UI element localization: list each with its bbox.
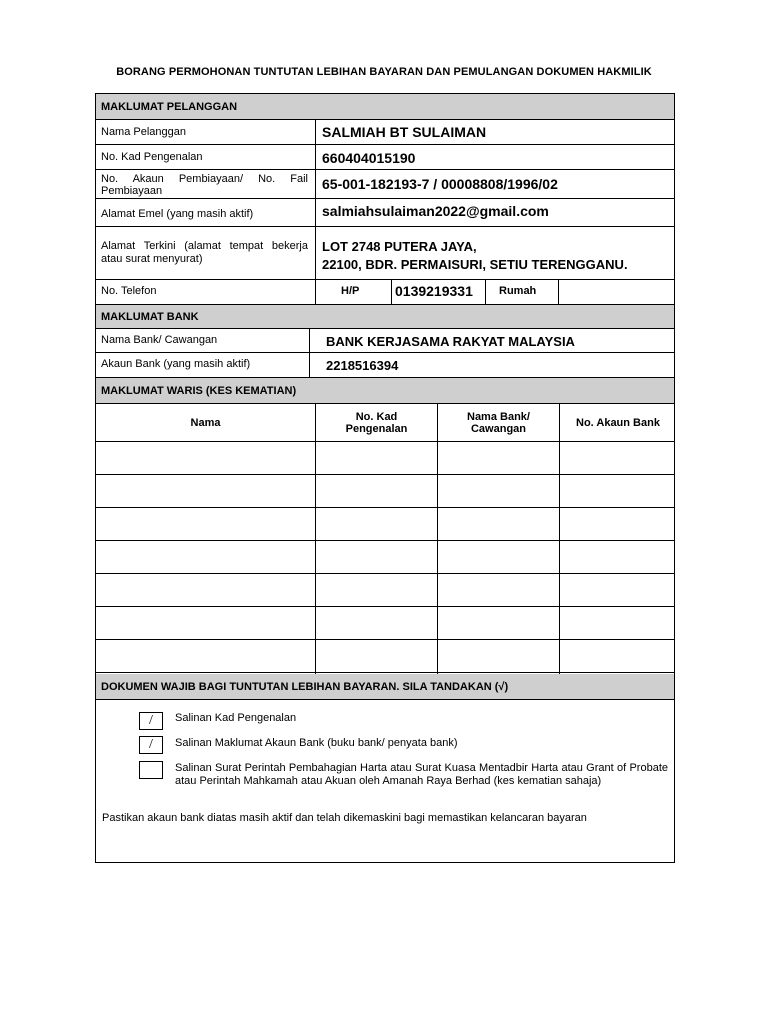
email-label: Alamat Emel (yang masih aktif) <box>101 208 254 220</box>
doc-checkbox-estate[interactable] <box>139 761 163 779</box>
bank-account-note: Pastikan akaun bank diatas masih aktif dan telah dikemaskini bagi memastikan kelancaran bayaran <box>102 812 587 824</box>
home-label: Rumah <box>499 285 537 297</box>
doc-checkbox-bank[interactable]: / <box>139 736 163 754</box>
heir-bank-cell[interactable] <box>438 607 559 639</box>
heir-account-cell[interactable] <box>560 442 676 474</box>
heir-account-cell[interactable] <box>560 640 676 672</box>
bank-account-label: Akaun Bank (yang masih aktif) <box>101 358 251 370</box>
heir-bank-cell[interactable] <box>438 574 559 606</box>
section-documents-header: DOKUMEN WAJIB BAGI TUNTUTAN LEBIHAN BAYARAN. SILA TANDAKAN (√) <box>96 674 674 699</box>
section-heirs-header: MAKLUMAT WARIS (KES KEMATIAN) <box>96 378 674 403</box>
heir-bank-cell[interactable] <box>438 640 559 672</box>
hp-label: H/P <box>341 285 360 297</box>
financing-account-label: No. Akaun Pembiayaan/ No. Fail Pembiayaan <box>101 173 308 197</box>
address-line2[interactable]: 22100, BDR. PERMAISURI, SETIU TERENGGANU. <box>322 257 628 272</box>
section-customer-header: MAKLUMAT PELANGGAN <box>96 94 674 119</box>
address-label: Alamat Terkini (alamat tempat bekerja atau surat menyurat) <box>101 240 308 265</box>
heir-ic-cell[interactable] <box>316 475 437 507</box>
doc-checkbox-ic[interactable]: / <box>139 712 163 730</box>
heir-ic-cell[interactable] <box>316 541 437 573</box>
phone-label: No. Telefon <box>101 285 157 297</box>
heir-bank-cell[interactable] <box>438 508 559 540</box>
heir-bank-cell[interactable] <box>438 442 559 474</box>
heir-account-cell[interactable] <box>560 475 676 507</box>
heir-account-cell[interactable] <box>560 607 676 639</box>
heir-account-cell[interactable] <box>560 541 676 573</box>
heir-name-cell[interactable] <box>96 640 315 672</box>
heir-ic-cell[interactable] <box>316 607 437 639</box>
financing-account-value[interactable]: 65-001-182193-7 / 00008808/1996/02 <box>322 176 558 192</box>
heirs-col-account: No. Akaun Bank <box>576 416 660 429</box>
heir-bank-cell[interactable] <box>438 475 559 507</box>
heir-name-cell[interactable] <box>96 508 315 540</box>
heir-name-cell[interactable] <box>96 475 315 507</box>
hp-value[interactable]: 0139219331 <box>395 283 473 299</box>
bank-name-value[interactable]: BANK KERJASAMA RAKYAT MALAYSIA <box>326 334 575 349</box>
heir-name-cell[interactable] <box>96 574 315 606</box>
bank-name-label: Nama Bank/ Cawangan <box>101 334 218 346</box>
heir-bank-cell[interactable] <box>438 541 559 573</box>
heir-account-cell[interactable] <box>560 508 676 540</box>
heir-account-cell[interactable] <box>560 574 676 606</box>
doc-label-ic: Salinan Kad Pengenalan <box>175 712 297 724</box>
email-value[interactable]: salmiahsulaiman2022@gmail.com <box>322 203 549 219</box>
heirs-col-name: Nama <box>190 416 221 429</box>
heir-name-cell[interactable] <box>96 442 315 474</box>
ic-number-label: No. Kad Pengenalan <box>101 151 203 163</box>
doc-label-bank: Salinan Maklumat Akaun Bank (buku bank/ penyata bank) <box>175 737 458 749</box>
form-title: BORANG PERMOHONAN TUNTUTAN LEBIHAN BAYARAN DAN PEMULANGAN DOKUMEN HAKMILIK <box>116 66 652 78</box>
heir-ic-cell[interactable] <box>316 442 437 474</box>
bank-account-value[interactable]: 2218516394 <box>326 358 399 373</box>
claim-form <box>95 93 675 863</box>
heir-ic-cell[interactable] <box>316 508 437 540</box>
customer-name-label: Nama Pelanggan <box>101 126 187 138</box>
heir-name-cell[interactable] <box>96 541 315 573</box>
heir-ic-cell[interactable] <box>316 640 437 672</box>
heir-name-cell[interactable] <box>96 607 315 639</box>
heirs-col-bank: Nama Bank/ Cawangan <box>467 410 530 435</box>
section-bank-header: MAKLUMAT BANK <box>96 305 674 328</box>
heirs-col-ic: No. Kad Pengenalan <box>345 410 408 435</box>
customer-name-value[interactable]: SALMIAH BT SULAIMAN <box>322 124 487 140</box>
heir-ic-cell[interactable] <box>316 574 437 606</box>
ic-number-value[interactable]: 660404015190 <box>322 150 416 166</box>
doc-label-estate: Salinan Surat Perintah Pembahagian Harta atau Surat Kuasa Mentadbir Harta atau Grant of Probate atau Perintah Mahkamah atau Akuan oleh Amanah Raya Berhad (kes kematian sahaja) <box>175 762 668 787</box>
address-line1[interactable]: LOT 2748 PUTERA JAYA, <box>322 239 477 254</box>
